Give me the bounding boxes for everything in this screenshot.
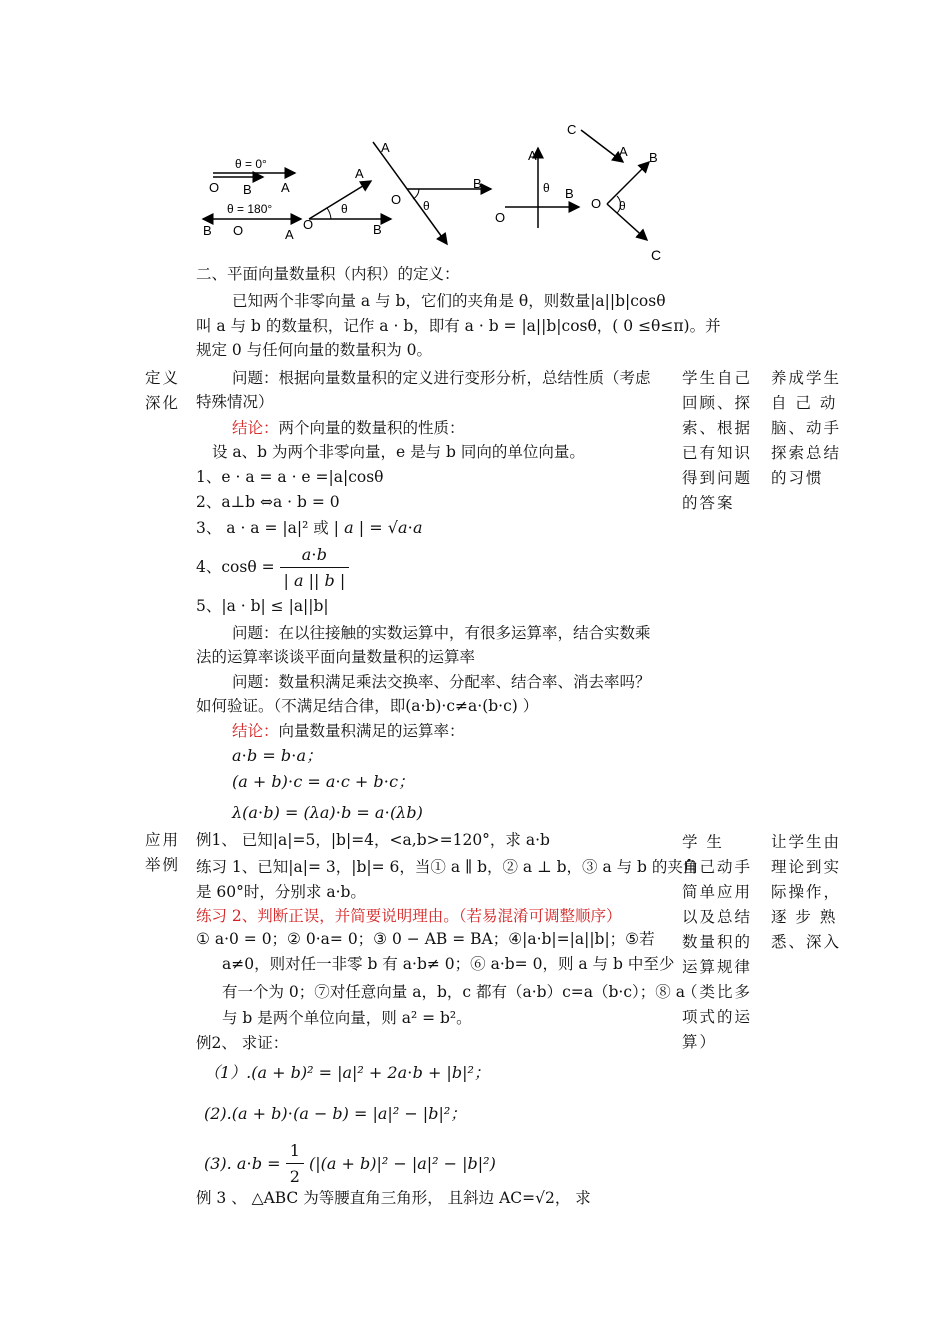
svg-text:B: B: [203, 223, 212, 238]
opposite-direction-diagram: [203, 202, 301, 242]
theta-180-label: θ = 180°: [227, 202, 273, 216]
question-1-line-a: 问题：根据向量数量积的定义进行变形分析，总结性质（考虑: [232, 369, 651, 387]
question-3-line-b: 如何验证。（不满足结合律，即(a·b)·c≠a·(b·c) ）: [196, 697, 539, 715]
practice-2-line-1: ① a·0 = 0；② 0·a= 0；③ 0 − AB = BA；④|a·b|=|a||b|；⑤若: [196, 930, 655, 948]
svg-text:O: O: [391, 192, 402, 207]
law-commutative: a⋅b = b⋅a；: [232, 746, 323, 765]
translated-vector-diagram: [567, 122, 661, 263]
svg-text:O: O: [591, 196, 602, 211]
proof-1: （1）.(a + b)² = |a|² + 2a⋅b + |b|²；: [204, 1063, 490, 1082]
example-1: 例1、 已知|a|=5，|b|=4，<a,b>=120°，求 a·b: [196, 831, 550, 849]
svg-text:O: O: [233, 223, 244, 238]
design-intent-deepen: 养成学生 自 己 动 脑、动手 探索总结 的习惯: [771, 369, 842, 487]
svg-text:θ: θ: [619, 199, 626, 213]
half-fraction: $\frac{1}{2}$: [286, 1138, 304, 1189]
section-two-heading: 二、平面向量数量积（内积）的定义：: [196, 265, 460, 283]
svg-text:B: B: [243, 182, 252, 197]
svg-text:θ: θ: [423, 199, 430, 213]
svg-text:A: A: [619, 144, 628, 159]
conclusion-text: 两个向量的数量积的性质：: [278, 419, 465, 437]
theta-zero-label: θ = 0°: [235, 157, 267, 171]
property-4: 4、cosθ = $\frac{a\cdot b}{| a || b |}$: [196, 542, 349, 593]
svg-text:B: B: [565, 186, 574, 201]
svg-text:A: A: [281, 180, 290, 195]
conclusion-2-text: 向量数量积满足的运算率：: [278, 722, 465, 740]
svg-text:A: A: [285, 227, 294, 242]
stage-label-apply: 应用 举例: [145, 831, 181, 874]
practice-2-line-3: 有一个为 0；⑦对任意向量 a，b，c 都有（a·b）c=a（b·c）；⑧ a: [222, 983, 685, 1001]
svg-text:θ: θ: [341, 202, 348, 216]
svg-text:O: O: [495, 210, 506, 225]
question-2-line-a: 问题：在以往接触的实数运算中，有很多运算率，结合实数乘: [232, 624, 651, 642]
svg-text:C: C: [567, 122, 577, 137]
obtuse-angle-diagram: [373, 140, 491, 244]
definition-line-1: 已知两个非零向量 a 与 b，它们的夹角是 θ，则数量|a||b|cosθ: [232, 292, 666, 310]
conclusion-2: [232, 719, 465, 744]
practice-1-line-a: 练习 1、已知|a|= 3，|b|= 6，当① a ∥ b，② a ⊥ b，③ a 与 b 的夹角: [196, 858, 699, 876]
magnitude-formula: | a | = √a⋅a: [333, 518, 423, 537]
svg-text:A: A: [355, 166, 364, 181]
same-direction-diagram: [209, 157, 295, 197]
conclusion-1: [232, 416, 465, 441]
svg-text:O: O: [303, 217, 314, 232]
acute-angle-diagram: [303, 166, 391, 237]
svg-text:C: C: [651, 247, 662, 263]
law-scalar: λ(a⋅b) = (λa)⋅b = a⋅(λb): [232, 803, 423, 822]
svg-text:θ: θ: [543, 181, 550, 195]
right-angle-diagram: [495, 148, 579, 228]
property-3: 3、 a · a = |a|² 或 | a | = √a⋅a: [196, 518, 423, 537]
svg-text:O: O: [209, 180, 220, 195]
svg-text:B: B: [473, 176, 482, 191]
practice-2-line-4: 与 b 是两个单位向量，则 a² = b²。: [222, 1009, 472, 1027]
proof-2: (2).(a + b)⋅(a − b) = |a|² − |b|²；: [204, 1104, 467, 1123]
question-1-line-b: 特殊情况）: [196, 393, 274, 411]
definition-line-2: 叫 a 与 b 的数量积，记作 a · b，即有 a · b = |a||b|cosθ，( 0 ≤θ≤π)。并: [196, 317, 721, 335]
vector-angle-figure: [195, 118, 685, 268]
definition-line-3: 规定 0 与任何向量的数量积为 0。: [196, 341, 433, 359]
design-intent-apply: 让学生由 理论到实 际操作， 逐 步 熟 悉、深入: [771, 833, 842, 951]
svg-text:B: B: [649, 150, 658, 165]
question-3-line-a: 问题：数量积满足乘法交换率、分配率、结合率、消去率吗？: [232, 673, 651, 691]
property-2: 2、a⊥b ⇔a · b = 0: [196, 493, 340, 511]
cos-fraction: $\frac{a\cdot b}{| a || b |}$: [280, 542, 350, 593]
example-3: 例 3 、 △ABC 为等腰直角三角形， 且斜边 AC=√2， 求: [196, 1189, 591, 1207]
student-activity-apply: 学 生 自己动手 简单应用 以及总结 数量积的 运算规律 （类比多 项式的运 算）: [682, 833, 753, 1051]
practice-2-title: 练习 2、判断正误，并简要说明理由。（若易混淆可调整顺序）: [196, 907, 622, 925]
proof-3: (3). a⋅b = $\frac{1}{2}$ (|(a + b)|² − |a|² − |b|²): [204, 1138, 496, 1189]
svg-text:A: A: [381, 140, 390, 155]
property-5: 5、|a · b| ≤ |a||b|: [196, 597, 329, 615]
question-2-line-b: 法的运算率谈谈平面向量数量积的运算率: [196, 648, 476, 666]
stage-label-deepen: 定义 深化: [145, 369, 181, 412]
svg-text:B: B: [373, 222, 382, 237]
example-2: 例2、 求证：: [196, 1034, 289, 1052]
student-activity-deepen: 学生自己 回顾、探 索、根据 已有知识 得到问题 的答案: [682, 369, 753, 512]
practice-1-line-b: 是 60°时，分别求 a·b。: [196, 883, 366, 901]
law-distributive: (a + b)⋅c = a⋅c + b⋅c；: [232, 772, 415, 791]
properties-setup: 设 a、b 为两个非零向量，e 是与 b 同向的单位向量。: [212, 443, 585, 461]
property-1: 1、e · a = a · e =|a|cosθ: [196, 468, 384, 486]
conclusion-2-label: 结论：: [232, 722, 279, 740]
svg-text:A: A: [528, 148, 537, 163]
practice-2-line-2: a≠0，则对任一非零 b 有 a·b≠ 0；⑥ a·b= 0，则 a 与 b 中至少: [222, 955, 675, 973]
conclusion-label: 结论：: [232, 419, 279, 437]
